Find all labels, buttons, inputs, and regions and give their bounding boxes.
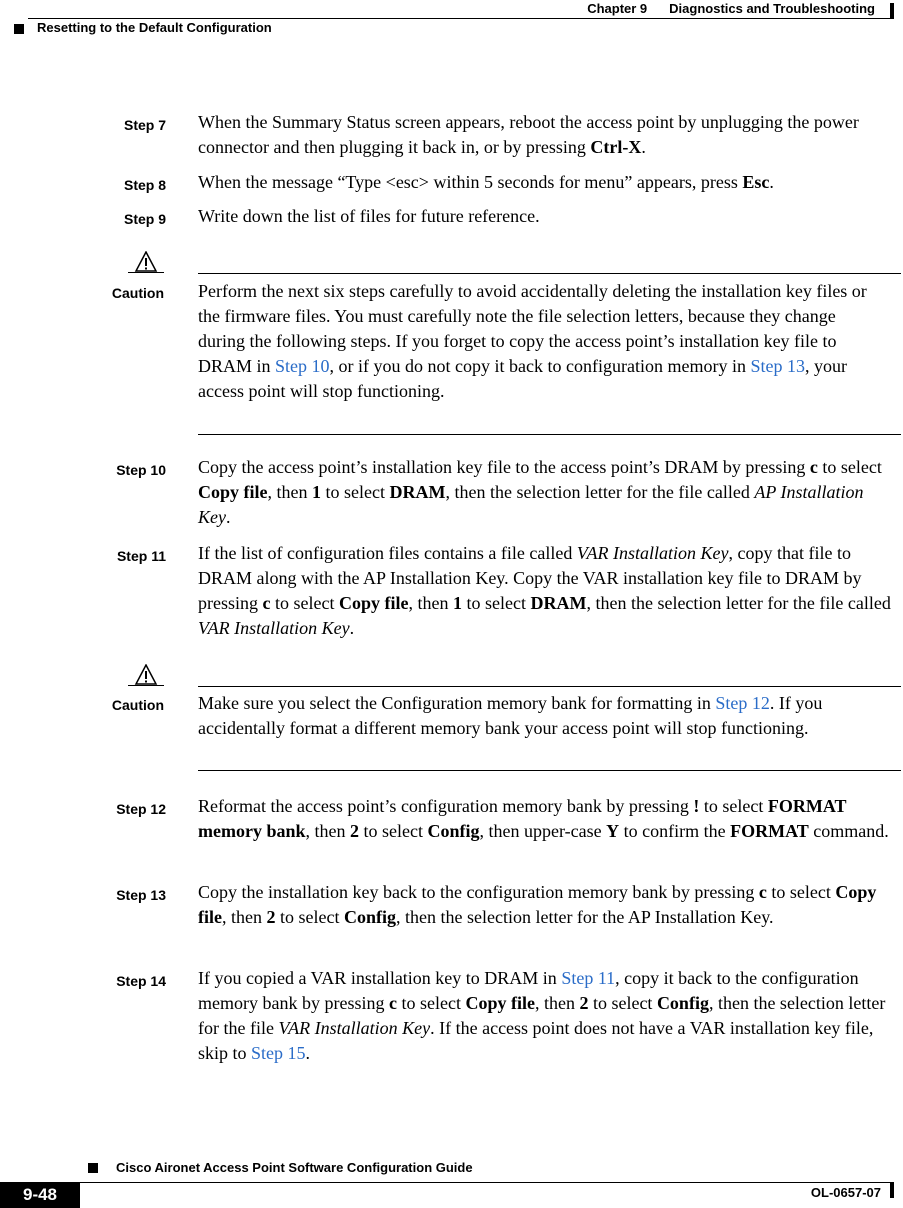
caution-2-text: Make sure you select the Configuration memory bank for formatting in Step 12. If you accidentally format a different memory bank your access point will stop functioning. bbox=[198, 693, 823, 738]
key-esc: Esc bbox=[742, 172, 770, 192]
running-header-chapter bbox=[587, 1, 875, 16]
header-square-marker bbox=[14, 24, 24, 34]
footer-rule bbox=[80, 1182, 894, 1183]
step-11-text: If the list of configuration files contains a file called VAR Installation Key, copy that file to DRAM along with the AP Installation Key. Copy the VAR installation key file to DRAM by pressing c to select Copy file, then 1 to select DRAM, then the selection letter for the file called VAR Installation Key. bbox=[198, 543, 891, 638]
step-9-text: Write down the list of files for future reference. bbox=[198, 206, 540, 226]
footer-guide-title: Cisco Aironet Access Point Software Configuration Guide bbox=[116, 1160, 473, 1175]
key-ctrl-x: Ctrl-X bbox=[590, 137, 642, 157]
step-10-text: Copy the access point’s installation key file to the access point’s DRAM by pressing c to select Copy file, then 1 to select DRAM, then the selection letter for the file called AP Installation Key. bbox=[198, 457, 882, 527]
step-9-label: Step 9 bbox=[123, 211, 166, 227]
caution-triangle-icon bbox=[128, 664, 164, 686]
caution-top-rule bbox=[198, 273, 901, 274]
chapter-number: Chapter 9 bbox=[587, 1, 648, 16]
footer-square-marker bbox=[88, 1163, 98, 1173]
step-11-label: Step 11 bbox=[116, 548, 166, 564]
caution-label: Caution bbox=[111, 697, 164, 713]
link-step-15[interactable]: Step 15 bbox=[251, 1043, 306, 1063]
step-13-label: Step 13 bbox=[116, 887, 166, 903]
caution-bottom-rule bbox=[198, 770, 901, 771]
caution-triangle-icon bbox=[128, 251, 164, 273]
step-12-text: Reformat the access point’s configuration memory bank by pressing ! to select FORMAT memory bank, then 2 to select Config, then upper-case Y to confirm the FORMAT command. bbox=[198, 796, 889, 841]
caution-bottom-rule bbox=[198, 434, 901, 435]
link-step-10[interactable]: Step 10 bbox=[275, 356, 330, 376]
footer-bar bbox=[890, 1182, 894, 1198]
link-step-12[interactable]: Step 12 bbox=[715, 693, 770, 713]
caution-1-text: Perform the next six steps carefully to avoid accidentally deleting the installation key files or the firmware files. You must carefully note the file selection letters, because they change during the following steps. If you forget to copy the access point’s installation key file to DRAM in Step 10, or if you do not copy it back to configuration memory in Step 13, your access point will stop functioning. bbox=[198, 281, 867, 401]
step-13-text: Copy the installation key back to the configuration memory bank by pressing c to select Copy file, then 2 to select Config, then the selection letter for the AP Installation Key. bbox=[198, 882, 877, 927]
header-rule bbox=[28, 18, 894, 19]
link-step-13[interactable]: Step 13 bbox=[750, 356, 805, 376]
chapter-title: Diagnostics and Troubleshooting bbox=[669, 1, 875, 16]
step-10-label: Step 10 bbox=[116, 462, 166, 478]
document-number: OL-0657-07 bbox=[810, 1185, 881, 1200]
step-8-text: When the message “Type <esc> within 5 seconds for menu” appears, press Esc. bbox=[198, 172, 774, 192]
caution-top-rule bbox=[198, 686, 901, 687]
link-step-11[interactable]: Step 11 bbox=[561, 968, 616, 988]
step-14-text: If you copied a VAR installation key to DRAM in Step 11, copy it back to the configuration memory bank by pressing c to select Copy file, then 2 to select Config, then the selection letter for the file VAR Installation Key. If the access point does not have a VAR installation key file, skip to Step 15. bbox=[198, 968, 886, 1063]
section-title: Resetting to the Default Configuration bbox=[37, 20, 272, 35]
page-number: 9-48 bbox=[0, 1182, 80, 1208]
step-12-label: Step 12 bbox=[116, 801, 166, 817]
header-bar bbox=[890, 3, 894, 18]
caution-label: Caution bbox=[111, 285, 164, 301]
step-14-label: Step 14 bbox=[116, 973, 166, 989]
step-8-label: Step 8 bbox=[123, 177, 166, 193]
step-7-text: When the Summary Status screen appears, reboot the access point by unplugging the power connector and then plugging it back in, or by pressing Ctrl-X. bbox=[198, 112, 859, 157]
step-7-label: Step 7 bbox=[123, 117, 166, 133]
